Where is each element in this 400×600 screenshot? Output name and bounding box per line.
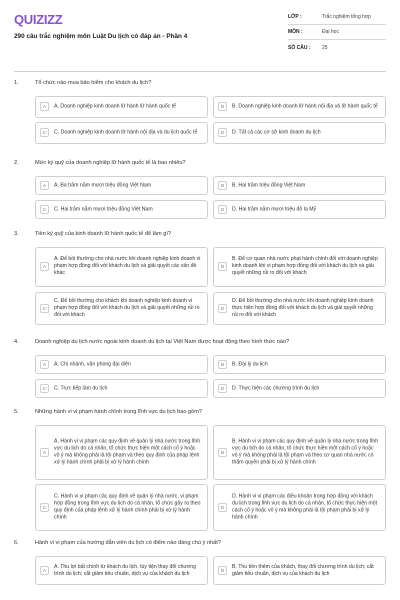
meta-row-subject — [288, 25, 386, 40]
option-letter: B — [218, 566, 227, 575]
option-text: B. Doanh nghiệp kinh doanh lữ hành nội địa và lữ hành quốc tế — [232, 103, 378, 110]
option-c[interactable] — [35, 379, 208, 398]
question-text: Hành vi vi phạm của hướng dẫn viên du lịch có điểm nào đáng chú ý nhất? — [35, 540, 221, 546]
question-text: Tiền ký quỹ của kinh doanh lữ hành quốc tế để làm gì? — [35, 231, 172, 237]
option-letter: D — [218, 384, 227, 393]
header — [14, 10, 386, 64]
option-letter: C — [40, 384, 49, 393]
option-text: A. Để bồi thường cho nhà nước khi doanh nghiệp kinh doanh vi phạm hợp đồng đối với khách du lịch và giải quyết các vấn đề khác — [54, 256, 201, 277]
question-number: 5. — [14, 409, 19, 415]
option-a[interactable] — [35, 176, 208, 195]
option-b[interactable] — [213, 247, 386, 287]
option-b[interactable] — [213, 176, 386, 195]
option-letter: A — [40, 566, 49, 575]
meta-key: MÔN : — [288, 29, 303, 35]
option-text: C. Để bồi thường cho khách khi doanh nghiệp kinh doanh vi phạm hợp đồng đối với khách du lịch và giải quyết những rủi ro đối với khách — [54, 297, 200, 319]
option-text: D. Hai trăm năm mươi triệu đô la Mỹ — [232, 205, 317, 212]
option-text: C. Doanh nghiệp kinh doanh lữ hành nội địa và du lịch quốc tế — [54, 129, 198, 136]
option-b[interactable] — [213, 96, 386, 118]
question-number: 2. — [14, 160, 19, 166]
option-letter: B — [218, 360, 227, 369]
question-text: Doanh nghiệp du lịch nước ngoài kinh doanh du lịch tại Việt Nam được hoạt động theo hình thức nào? — [35, 339, 290, 345]
option-text: B. Đại lý du lịch — [232, 360, 268, 367]
question-text: Mức ký quỹ của doanh nghiệp lữ hành quốc tế là bao nhiêu? — [35, 160, 186, 166]
question-text: Tổ chức nào mua bảo hiểm cho khách du lịch? — [35, 80, 152, 86]
option-letter: C — [40, 503, 49, 512]
option-c[interactable] — [35, 200, 208, 219]
quizizz-logo: QUIZIZZ — [14, 12, 63, 27]
page-title: 290 câu trắc nghiệm môn Luật Du lịch có đáp án - Phần 4 — [14, 33, 188, 40]
header-divider — [14, 71, 386, 72]
question-number: 4. — [14, 339, 19, 345]
option-text: A. Chi nhánh, văn phòng đại diện — [54, 360, 131, 367]
meta-value: Đại học — [322, 29, 339, 35]
meta-value: Trắc nghiệm tổng hợp — [322, 14, 371, 20]
option-d[interactable] — [213, 379, 386, 398]
option-a[interactable] — [35, 247, 208, 287]
question-number: 1. — [14, 80, 19, 86]
option-b[interactable] — [213, 425, 386, 480]
option-letter: B — [218, 102, 227, 111]
option-letter: D — [218, 503, 227, 512]
option-letter: A — [40, 262, 49, 271]
option-letter: C — [40, 205, 49, 214]
option-c[interactable] — [35, 484, 208, 531]
option-c[interactable] — [35, 292, 208, 325]
option-letter: B — [218, 262, 227, 271]
meta-key: LỚP : — [288, 14, 302, 20]
option-b[interactable] — [213, 556, 386, 585]
option-text: B. Để cơ quan nhà nước phạt hành chính đối với doanh nghiệp kinh doanh khi vi phạm hợp đồng đối với khách du lịch và giải quyết những rủi ro đối với khách — [232, 256, 378, 277]
meta-row-count — [288, 40, 386, 55]
option-text: C. Hành vi vi phạm các quy định về quản lý nhà nước, vi phạm hợp đồng trong lĩnh vực du lịch do cá nhân, tổ chức gây ra theo quy định của pháp lệnh xử lý hành chính phải bị xử lý hành chính — [54, 493, 201, 521]
option-text: C. Hai trăm năm mươi triệu đồng Việt Nam — [54, 205, 153, 212]
option-a[interactable] — [35, 355, 208, 374]
option-a[interactable] — [35, 96, 208, 118]
option-letter: B — [218, 181, 227, 190]
option-text: D. Thực hiện các chương trình du lịch — [232, 384, 320, 391]
option-letter: C — [40, 128, 49, 137]
option-text: A. Hành vi vi phạm các quy định về quản lý nhà nước trong lĩnh vực du lịch do cá nhân, tổ chức thực hiện một cách cố ý hoặc vô ý mà không phải là tội phạm và theo quy định của pháp lệnh xử lý hành chính phải bị xử lý hành chính — [54, 438, 201, 466]
option-text: A. Doanh nghiệp kinh doanh lữ hành lữ hành quốc tế — [54, 103, 177, 110]
meta-table — [288, 10, 386, 55]
option-letter: A — [40, 360, 49, 369]
option-text: D. Hành vi vi phạm các điều khoản trong hợp đồng với khách du lịch trong lĩnh vực du lịch do cá nhân, tổ chức thực hiện một cách cố ý hoặc vô ý mà không phải là tội phạm phải bị xử lý hành chính — [232, 493, 378, 521]
option-text: A. Ba trăm năm mươi triệu đồng Việt Nam — [54, 181, 152, 188]
option-a[interactable] — [35, 425, 208, 480]
option-letter: D — [218, 304, 227, 313]
option-letter: C — [40, 304, 49, 313]
option-text: D. Để bồi thường cho nhà nước khi doanh nghiệp kinh doanh thực hiện hợp đồng đối với khách du lịch và giải quyết những rủi ro đối với khách — [232, 297, 374, 319]
option-text: B. Hai trăm triệu đồng Việt Nam — [232, 181, 306, 188]
option-text: D. Tất cả các cơ sở kinh doanh du lịch — [232, 129, 321, 136]
option-letter: A — [40, 102, 49, 111]
option-text: A. Thu lợi bất chính từ khách du lịch, tùy tiện thay đổi chương trình du lịch; cắt giảm tiêu chuẩn, dịch vụ của khách du lịch — [54, 563, 196, 577]
meta-row-class — [288, 10, 386, 25]
question-text: Những hành vi vi phạm hành chính trong lĩnh vực du lịch bao gồm? — [35, 409, 203, 415]
option-letter: D — [218, 205, 227, 214]
option-letter: A — [40, 181, 49, 190]
option-d[interactable] — [213, 484, 386, 531]
option-text: B. Hành vi vi phạm các quy định về quản lý nhà nước trong lĩnh vực du lịch do cá nhân, tổ chức thực hiện một cách cố ý hoặc vô ý mà không phải là tội phạm và theo cơ quan nhà nước có thẩm quyền phải bị xử lý hành chính — [232, 438, 379, 466]
option-d[interactable] — [213, 122, 386, 144]
option-letter: B — [218, 448, 227, 457]
option-a[interactable] — [35, 556, 208, 585]
option-text: C. Trực tiếp làm du lịch — [54, 384, 108, 391]
question-number: 3. — [14, 231, 19, 237]
option-letter: A — [40, 448, 49, 457]
option-c[interactable] — [35, 122, 208, 144]
question-number: 6. — [14, 540, 19, 546]
option-letter: D — [218, 128, 227, 137]
meta-value: 25 — [322, 44, 328, 51]
option-d[interactable] — [213, 200, 386, 219]
option-b[interactable] — [213, 355, 386, 374]
option-d[interactable] — [213, 292, 386, 325]
option-text: B. Thu tiền thêm của khách, thay đổi chương trình du lịch; cắt giảm tiêu chuẩn, dịch vụ của khách du lịch — [232, 563, 374, 577]
meta-key: SỐ CÂU : — [288, 44, 311, 51]
